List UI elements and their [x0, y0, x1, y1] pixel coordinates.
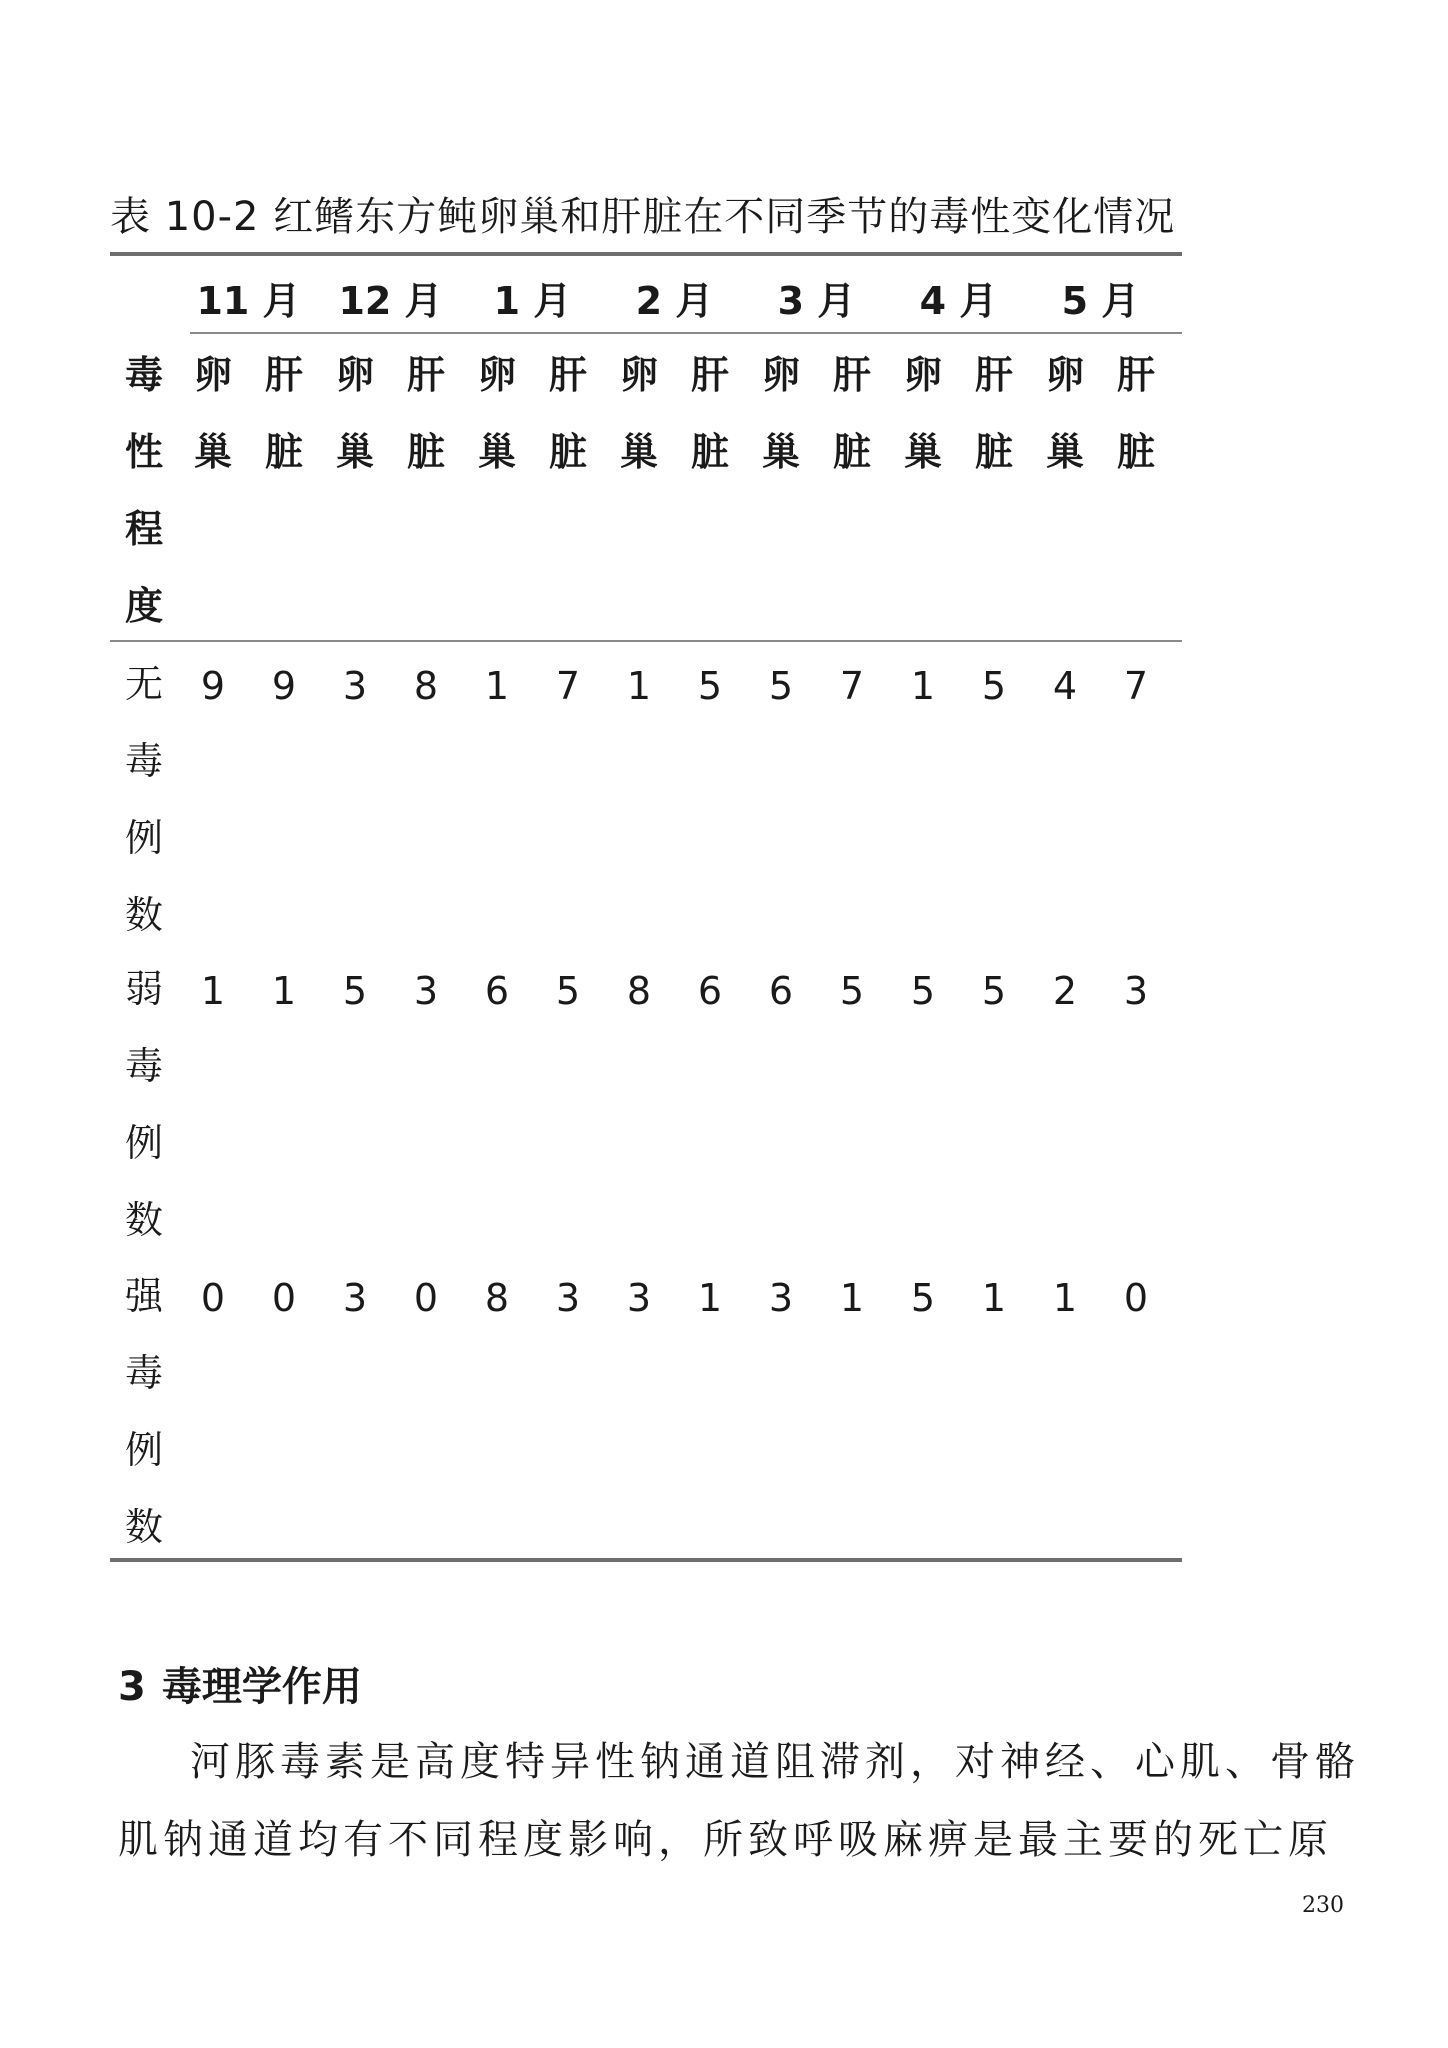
table-cell: 3 [342, 664, 368, 708]
row-label-char: 例 [124, 1428, 163, 1472]
row-label-char: 例 [124, 816, 163, 860]
liver-header-char: 肝 [832, 352, 871, 397]
row-label-char: 数 [124, 893, 163, 937]
section-title: 毒理学作用 [161, 1663, 362, 1710]
ovary-header-char: 巢 [903, 429, 942, 474]
table-bottom-rule [110, 1558, 1182, 1562]
row-label-char: 毒 [124, 1351, 163, 1395]
ovary-header-char: 巢 [193, 429, 232, 474]
table-header-subrule [190, 332, 1182, 334]
table-cell: 0 [200, 1276, 226, 1320]
liver-header-char: 脏 [264, 429, 303, 474]
table-cell: 1 [271, 969, 297, 1013]
table-cell: 7 [555, 664, 581, 708]
table-cell: 5 [555, 969, 581, 1013]
table-cell: 0 [271, 1276, 297, 1320]
month-header: 3 月 [777, 279, 856, 323]
ovary-header-char: 卵 [477, 352, 516, 397]
row-label-char: 数 [124, 1198, 163, 1242]
month-header: 1 月 [493, 279, 572, 323]
table-cell: 1 [626, 664, 652, 708]
table-top-rule [110, 252, 1182, 256]
row-label-char: 例 [124, 1121, 163, 1165]
table-number: 表 10-2 [110, 194, 260, 240]
row-label-char: 毒 [124, 739, 163, 783]
ovary-header-char: 卵 [335, 352, 374, 397]
table-cell: 5 [342, 969, 368, 1013]
page-number: 230 [1302, 1893, 1344, 1918]
paragraph-line-1: 河豚毒素是高度特异性钠通道阻滞剂，对神经、心肌、骨骼 [190, 1739, 1360, 1785]
table-cell: 8 [484, 1276, 510, 1320]
ovary-header-char: 巢 [619, 429, 658, 474]
table-cell: 8 [413, 664, 439, 708]
section-number: 3 [118, 1664, 146, 1710]
table-cell: 3 [413, 969, 439, 1013]
ovary-header-char: 巢 [335, 429, 374, 474]
row-header-char: 度 [124, 583, 163, 628]
month-header: 11 月 [196, 279, 301, 323]
month-header: 2 月 [635, 279, 714, 323]
table-header-rule [110, 640, 1182, 642]
liver-header-char: 肝 [548, 352, 587, 397]
table-cell: 1 [200, 969, 226, 1013]
table-cell: 1 [1052, 1276, 1078, 1320]
row-label-char: 弱 [124, 967, 163, 1011]
table-cell: 8 [626, 969, 652, 1013]
ovary-header-char: 卵 [903, 352, 942, 397]
table-cell: 6 [768, 969, 794, 1013]
liver-header-char: 脏 [974, 429, 1013, 474]
row-header-char: 性 [124, 429, 163, 474]
liver-header-char: 脏 [406, 429, 445, 474]
table-cell: 6 [697, 969, 723, 1013]
table-cell: 3 [555, 1276, 581, 1320]
section-heading [118, 1655, 362, 1712]
row-header-char: 程 [124, 506, 163, 551]
row-label-char: 无 [124, 662, 163, 706]
ovary-header-char: 巢 [761, 429, 800, 474]
ovary-header-char: 卵 [761, 352, 800, 397]
table-cell: 0 [413, 1276, 439, 1320]
table-cell: 5 [839, 969, 865, 1013]
liver-header-char: 肝 [974, 352, 1013, 397]
table-cell: 1 [910, 664, 936, 708]
month-header: 4 月 [919, 279, 998, 323]
table-cell: 5 [910, 969, 936, 1013]
table-title: 红鳍东方鲀卵巢和肝脏在不同季节的毒性变化情况 [273, 194, 1176, 240]
liver-header-char: 肝 [690, 352, 729, 397]
table-cell: 9 [271, 664, 297, 708]
table-cell: 5 [697, 664, 723, 708]
row-header-char: 毒 [124, 352, 163, 397]
table-cell: 1 [697, 1276, 723, 1320]
table-cell: 0 [1123, 1276, 1149, 1320]
table-cell: 5 [981, 664, 1007, 708]
month-header: 5 月 [1061, 279, 1140, 323]
table-cell: 5 [981, 969, 1007, 1013]
table-cell: 6 [484, 969, 510, 1013]
table-cell: 7 [1123, 664, 1149, 708]
row-label-char: 毒 [124, 1044, 163, 1088]
table-cell: 2 [1052, 969, 1078, 1013]
paragraph-line-2: 肌钠通道均有不同程度影响，所致呼吸麻痹是最主要的死亡原 [118, 1817, 1333, 1863]
table-cell: 1 [839, 1276, 865, 1320]
ovary-header-char: 巢 [477, 429, 516, 474]
ovary-header-char: 卵 [193, 352, 232, 397]
table-cell: 3 [768, 1276, 794, 1320]
ovary-header-char: 卵 [619, 352, 658, 397]
table-cell: 3 [342, 1276, 368, 1320]
liver-header-char: 脏 [1116, 429, 1155, 474]
table-cell: 5 [910, 1276, 936, 1320]
table-cell: 3 [1123, 969, 1149, 1013]
table-cell: 9 [200, 664, 226, 708]
table-cell: 5 [768, 664, 794, 708]
liver-header-char: 肝 [264, 352, 303, 397]
table-cell: 7 [839, 664, 865, 708]
table-cell: 4 [1052, 664, 1078, 708]
ovary-header-char: 巢 [1045, 429, 1084, 474]
liver-header-char: 肝 [406, 352, 445, 397]
liver-header-char: 脏 [690, 429, 729, 474]
liver-header-char: 脏 [548, 429, 587, 474]
table-cell: 1 [484, 664, 510, 708]
row-label-char: 强 [124, 1274, 163, 1318]
table-caption [110, 185, 1320, 242]
row-label-char: 数 [124, 1505, 163, 1549]
liver-header-char: 肝 [1116, 352, 1155, 397]
table-cell: 3 [626, 1276, 652, 1320]
month-header: 12 月 [338, 279, 443, 323]
liver-header-char: 脏 [832, 429, 871, 474]
ovary-header-char: 卵 [1045, 352, 1084, 397]
table-cell: 1 [981, 1276, 1007, 1320]
